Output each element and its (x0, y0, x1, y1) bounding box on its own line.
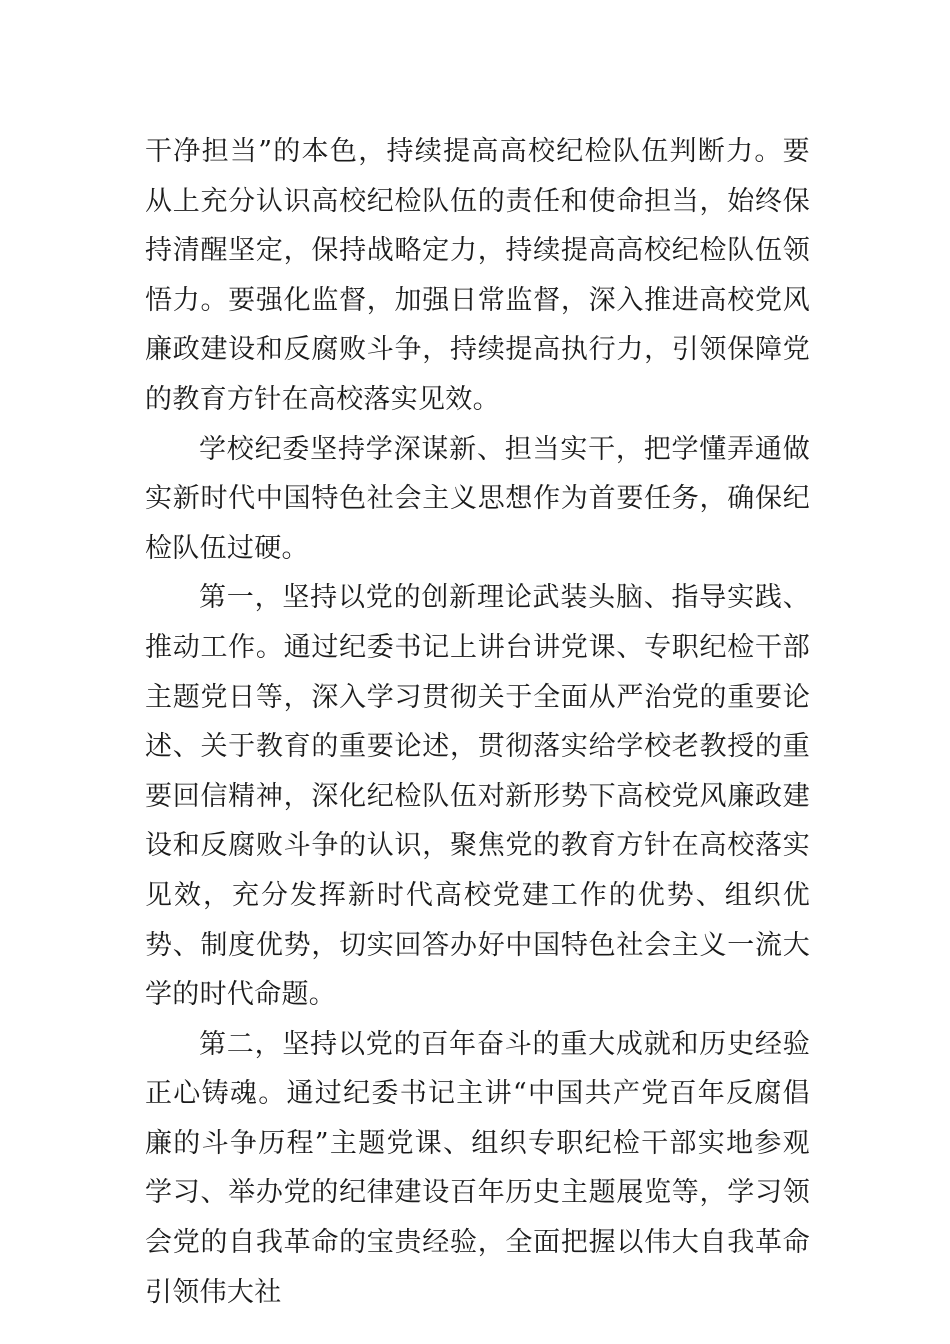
paragraph-4: 第二，坚持以党的百年奋斗的重大成就和历史经验正心铸魂。通过纪委书记主讲“中国共产党百年反腐倡廉的斗争历程”主题党课、组织专职纪检干部实地参观学习、举办党的纪律建设百年历史主题展览等，学习领会党的自我革命的宝贵经验，全面把握以伟大自我革命引领伟大社 (145, 1028, 810, 1308)
paragraph-2: 学校纪委坚持学深谋新、担当实干，把学懂弄通做实新时代中国特色社会主义思想作为首要任务，确保纪检队伍过硬。 (145, 433, 810, 564)
document-body (145, 127, 810, 1317)
paragraph-3: 第一，坚持以党的创新理论武装头脑、指导实践、推动工作。通过纪委书记上讲台讲党课、专职纪检干部主题党日等，深入学习贯彻关于全面从严治党的重要论述、关于教育的重要论述，贯彻落实给学校老教授的重要回信精神，深化纪检队伍对新形势下高校党风廉政建设和反腐败斗争的认识，聚焦党的教育方针在高校落实见效，充分发挥新时代高校党建工作的优势、组织优势、制度优势，切实回答办好中国特色社会主义一流大学的时代命题。 (145, 582, 810, 1011)
paragraph-1: 干净担当”的本色，持续提高高校纪检队伍判断力。要从上充分认识高校纪检队伍的责任和使命担当，始终保持清醒坚定，保持战略定力，持续提高高校纪检队伍领悟力。要强化监督，加强日常监督，深入推进高校党风廉政建设和反腐败斗争，持续提高执行力，引领保障党的教育方针在高校落实见效。 (145, 136, 810, 415)
